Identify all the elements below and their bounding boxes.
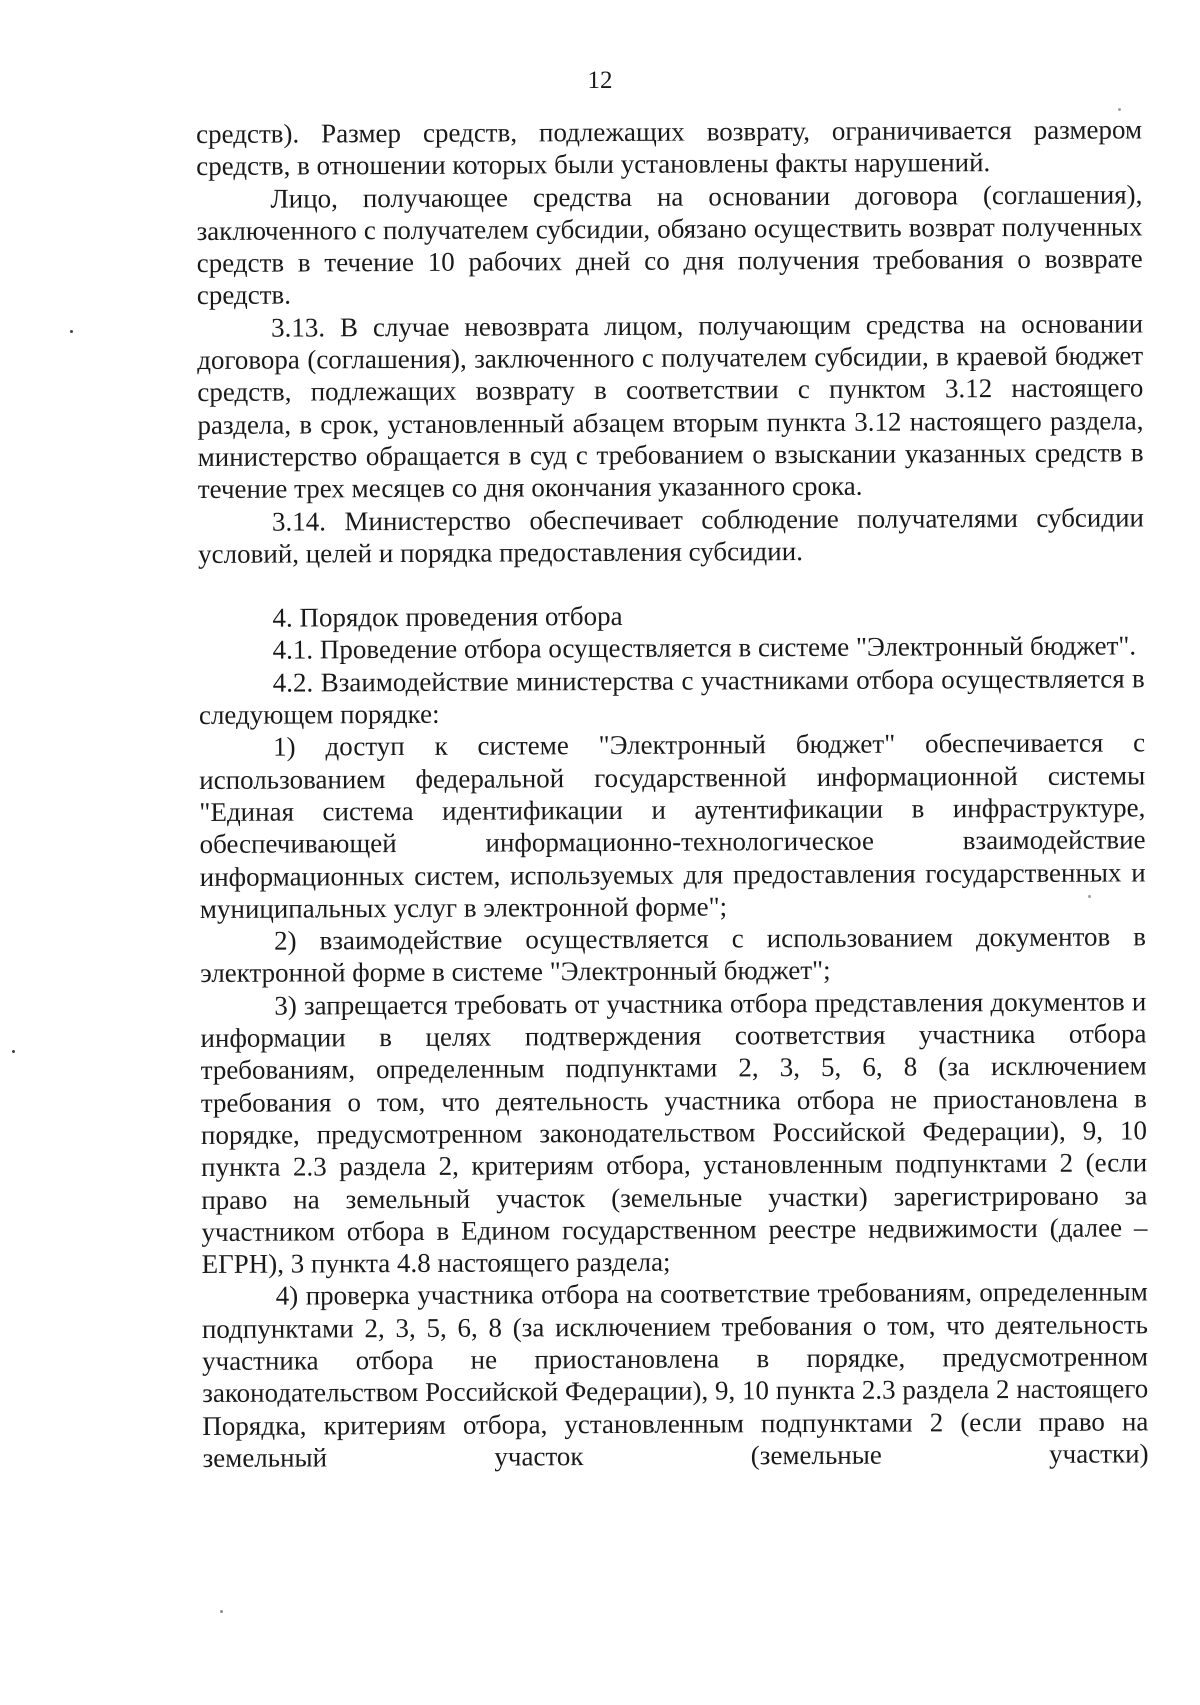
section-heading-4: 4. Порядок проведения отбора <box>272 601 623 633</box>
scan-speck <box>220 1610 223 1613</box>
scan-speck <box>12 1050 15 1053</box>
paragraph-3-14: 3.14. Министерство обеспечивает соблюдение получателями субсидии условий, целей и порядка предоставления субсидии. <box>198 501 1145 569</box>
paragraph-continuation: средств). Размер средств, подлежащих возврату, ограничивается размером средств, в отношении которых были установлены факты нарушений. <box>196 114 1143 182</box>
list-item-4: 4) проверка участника отбора на соответствие требованиям, определенным подпунктами 2, 3, 5, 6, 8 (за исключением требования о том, что деятельность участника отбора не приостановлена в порядке, предусмотренном законодательством Российской Федерации), 9, 10 пункта 2.3 раздела 2 настоящего Порядка, критериям отбора, установленным подпунктами 2 (если право на земельный участок (земельные участки) <box>201 1276 1149 1473</box>
paragraph-4-2: 4.2. Взаимодействие министерства с участниками отбора осуществляется в следующем порядке: <box>198 663 1145 731</box>
scan-speck <box>1118 108 1121 111</box>
list-item-2: 2) взаимодействие осуществляется с использованием документов в электронной форме в системе "Электронный бюджет"; <box>200 921 1147 989</box>
scan-speck <box>1088 895 1091 898</box>
paragraph-3-13: 3.13. В случае невозврата лицом, получающим средства на основании договора (соглашения), заключенного с получателем субсидии, в краевой бюджет средств, подлежащих возврату в соответствии с пунктом 3.12 настоящего раздела, в срок, установленный абзацем вторым пункта 3.12 настоящего раздела, министерство обращается в суд с требованием о взыскании указанных средств в течение трех месяцев со дня окончания указанного срока. <box>197 308 1144 505</box>
paragraph-refund-obligation: Лицо, получающее средства на основании договора (соглашения), заключенного с получателем субсидии, обязано осуществить возврат полученных средств в течение 10 рабочих дней со дня получения требования о возврате средств. <box>196 178 1143 311</box>
list-item-3: 3) запрещается требовать от участника отбора представления документов и информации в целях подтверждения соответствия участника отбора требованиям, определенным подпунктами 2, 3, 5, 6, 8 (за исключением требования о том, что деятельность участника отбора не приостановлена в порядке, предусмотренном законодательством Российской Федерации), 9, 10 пункта 2.3 раздела 2, критериям отбора, установленным подпунктами 2 (если право на земельный участок (земельные участки) зарегистрировано за участником отбора в Едином государственном реестре недвижимости (далее – ЕГРН), 3 пункта 4.8 настоящего раздела; <box>200 986 1148 1280</box>
scan-speck <box>70 330 73 333</box>
paragraph-4-1: 4.1. Проведение отбора осуществляется в системе "Электронный бюджет". <box>272 630 1137 666</box>
page-body <box>196 113 1149 1474</box>
list-item-1: 1) доступ к системе "Электронный бюджет" обеспечивается с использованием федеральной государственной информационной системы "Единая система идентификации и аутентификации в инфраструктуре, обеспечивающей информационно-технологическое взаимодействие информационных систем, используемых для предоставления государственных и муниципальных услуг в электронной форме"; <box>199 727 1146 924</box>
page-number: 12 <box>587 67 613 94</box>
